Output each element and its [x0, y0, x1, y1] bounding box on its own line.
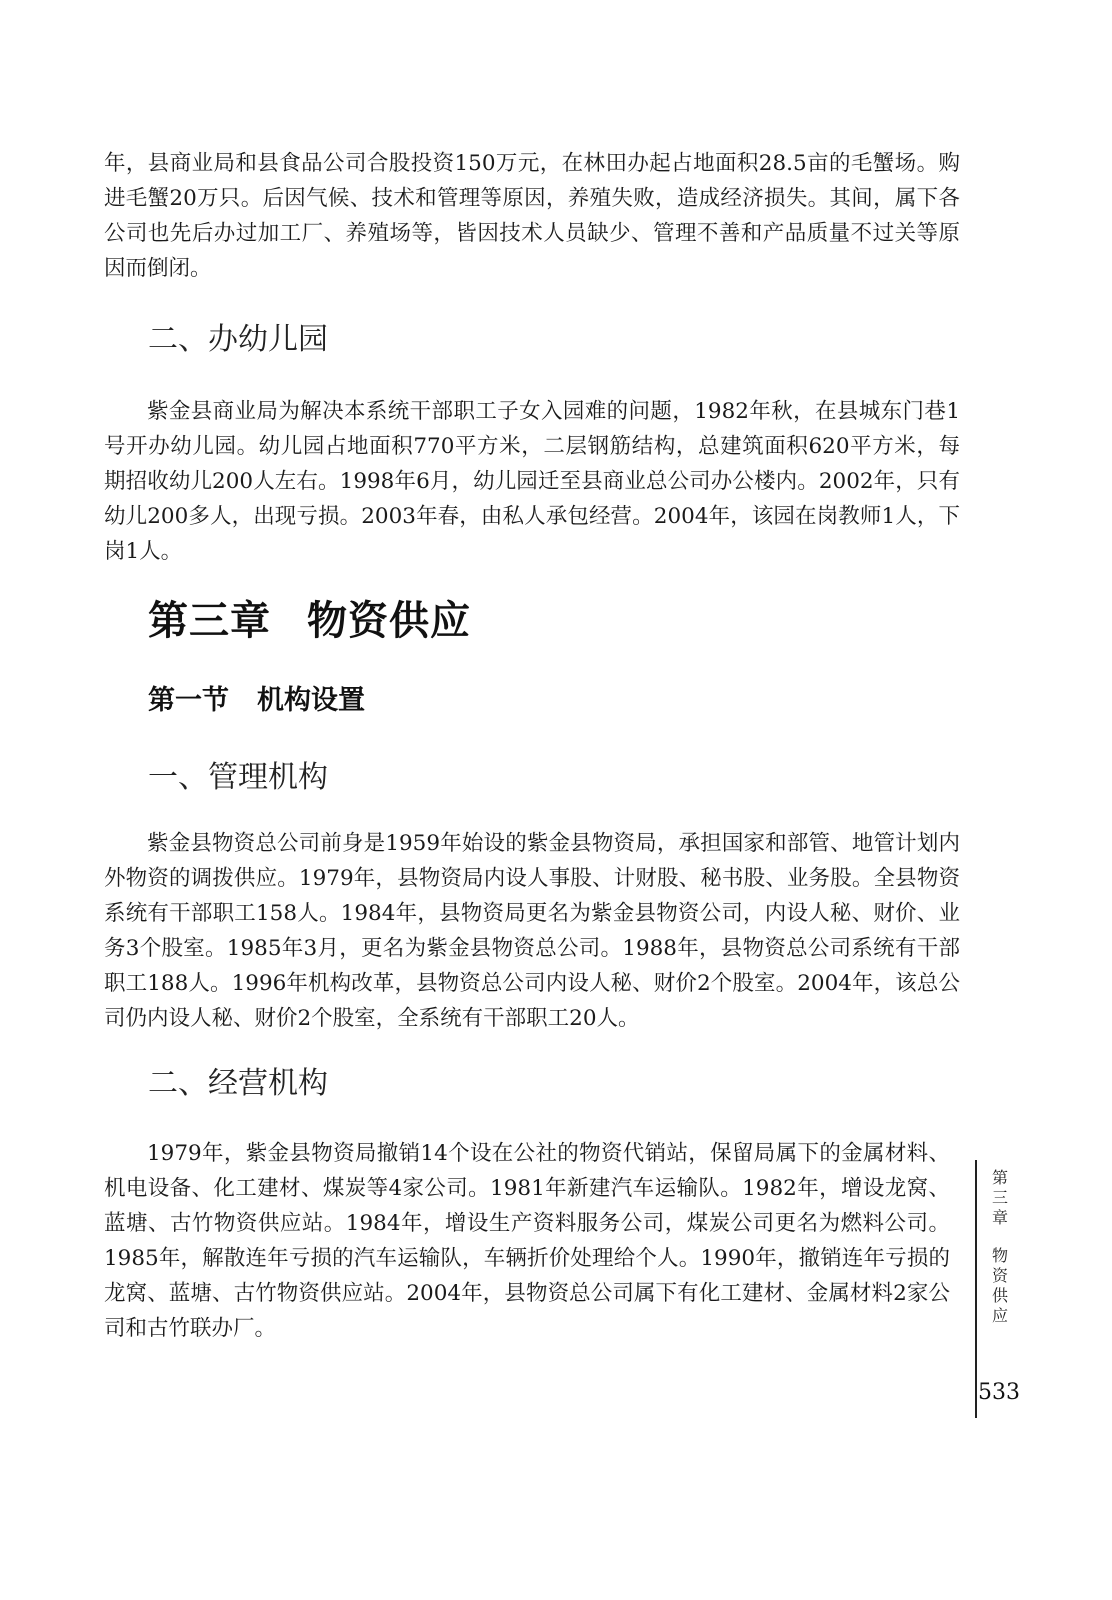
paragraph-operations: 1979年，紫金县物资局撤销14个设在公社的物资代销站，保留局属下的金属材料、机电设备、化工建材、煤炭等4家公司。1981年新建汽车运输队。1982年，增设龙窝、蓝塘、古竹物资供应站。1984年，增设生产资料服务公司，煤炭公司更名为燃料公司。1985年，解散连年亏损的汽车运输队，车辆折价处理给个人。1990年，撤销连年亏损的龙窝、蓝塘、古竹物资供应站。2004年，县物资总公司属下有化工建材、金属材料2家公司和古竹联办厂。 [104, 1141, 950, 1341]
side-rule [975, 1160, 977, 1418]
paragraph-crab-farm: 年，县商业局和县食品公司合股投资150万元，在林田办起占地面积28.5亩的毛蟹场。购进毛蟹20万只。后因气候、技术和管理等原因，养殖失败，造成经济损失。其间，属下各公司也先后办过加工厂、养殖场等，皆因技术人员缺少、管理不善和产品质量不过关等原因而倒闭。 [104, 151, 960, 281]
page-number: 533 [978, 1380, 1020, 1405]
side-title-part1: 物 资 [991, 1246, 1008, 1285]
chapter-number: 第三章 [148, 598, 271, 644]
side-running-title [989, 1168, 1011, 1326]
paragraph-management: 紫金县物资总公司前身是1959年始设的紫金县物资局，承担国家和部管、地管计划内外物资的调拨供应。1979年，县物资局内设人事股、计财股、秘书股、业务股。全县物资系统有干部职工158人。1984年，县物资局更名为紫金县物资公司，内设人秘、财价、业务3个股室。1985年3月，更名为紫金县物资总公司。1988年，县物资总公司系统有干部职工188人。1996年机构改革，县物资总公司内设人秘、财价2个股室。2004年，该总公司仍内设人秘、财价2个股室，全系统有干部职工20人。 [104, 831, 960, 1031]
chapter-heading [148, 598, 471, 644]
heading-kindergarten: 二、办幼儿园 [148, 322, 328, 357]
heading-management: 一、管理机构 [148, 760, 328, 795]
side-chapter-part2: 章 [991, 1208, 1008, 1227]
chapter-title: 物资供应 [307, 598, 471, 644]
side-chapter-part1: 第 三 [991, 1168, 1008, 1207]
heading-operations: 二、经营机构 [148, 1066, 328, 1101]
paragraph-kindergarten: 紫金县商业局为解决本系统干部职工子女入园难的问题，1982年秋，在县城东门巷1号开办幼儿园。幼儿园占地面积770平方米，二层钢筋结构，总建筑面积620平方米，每期招收幼儿200人左右。1998年6月，幼儿园迁至县商业总公司办公楼内。2002年，只有幼儿200多人，出现亏损。2003年春，由私人承包经营。2004年，该园在岗教师1人，下岗1人。 [104, 399, 960, 564]
section-number: 第一节 [148, 685, 229, 716]
side-title-part2: 供 应 [991, 1286, 1008, 1325]
section-title: 机构设置 [257, 685, 365, 716]
section-heading [148, 684, 365, 718]
